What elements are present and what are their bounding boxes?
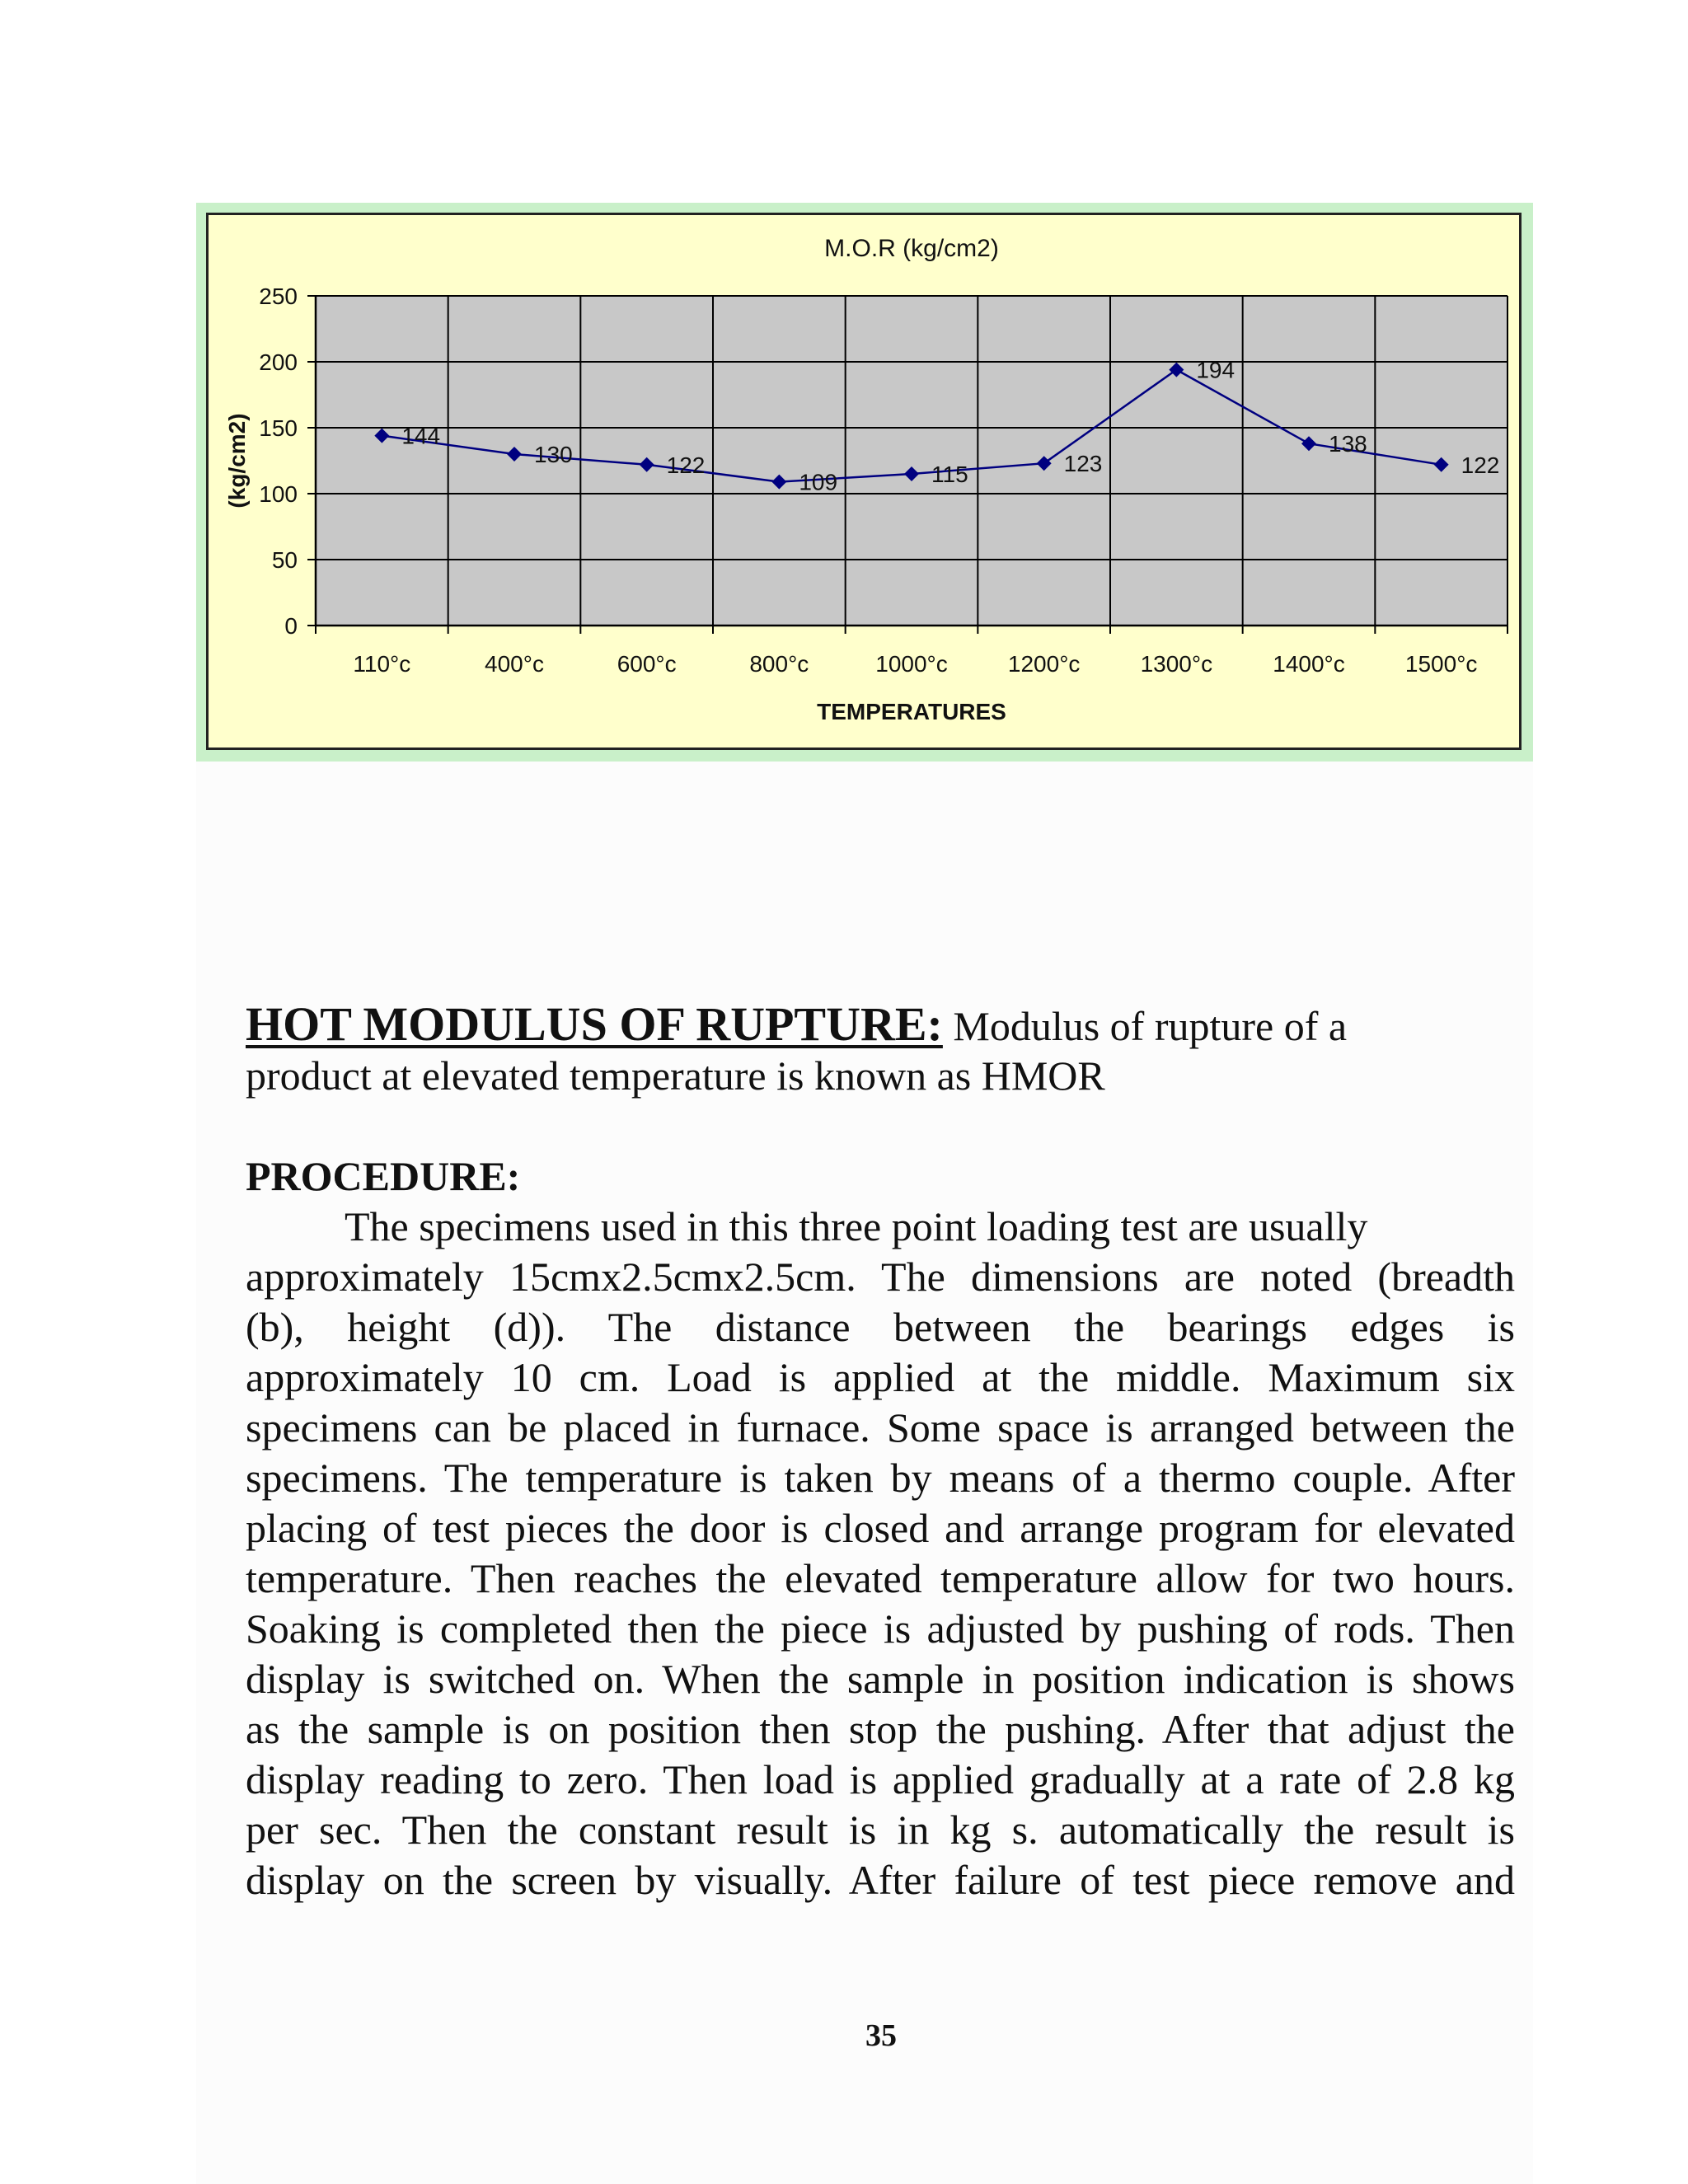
procedure-line: approximately 10 cm. Load is applied at the middle. Maximum six bbox=[246, 1354, 1515, 1400]
y-tick-label: 250 bbox=[259, 284, 298, 309]
procedure-text bbox=[246, 1202, 1515, 1905]
data-label: 138 bbox=[1329, 431, 1367, 457]
page-number: 35 bbox=[865, 2018, 897, 2053]
procedure-heading: PROCEDURE: bbox=[246, 1153, 521, 1199]
procedure-line: specimens can be placed in furnace. Some space is arranged between the bbox=[246, 1404, 1515, 1451]
data-label: 122 bbox=[1461, 452, 1500, 478]
x-tick-label: 1500°c bbox=[1404, 651, 1478, 677]
x-tick-label: 1200°c bbox=[1007, 651, 1081, 677]
x-tick-label: 600°c bbox=[617, 651, 677, 677]
mor-chart bbox=[206, 213, 1522, 750]
plot-area bbox=[316, 296, 1507, 626]
x-tick-label: 400°c bbox=[485, 651, 544, 677]
x-tick-label: 1300°c bbox=[1140, 651, 1213, 677]
hmor-definition-line: product at elevated temperature is known as HMOR bbox=[246, 1052, 1105, 1099]
procedure-line: (b), height (d)). The distance between the bearings edges is bbox=[246, 1304, 1515, 1350]
y-axis-label: (kg/cm2) bbox=[224, 413, 250, 509]
data-label: 130 bbox=[534, 442, 573, 467]
hmor-heading-title: HOT MODULUS OF RUPTURE: bbox=[246, 997, 943, 1051]
procedure-line: display reading to zero. Then load is applied gradually at a rate of 2.8 kg bbox=[246, 1756, 1515, 1802]
data-label: 115 bbox=[931, 462, 968, 487]
y-tick-label: 150 bbox=[259, 415, 298, 441]
x-tick-label: 1000°c bbox=[875, 651, 948, 677]
data-label: 123 bbox=[1063, 451, 1103, 477]
chart-title: M.O.R (kg/cm2) bbox=[824, 235, 999, 262]
procedure-line: display on the screen by visually. After failure of test piece remove and bbox=[246, 1857, 1515, 1903]
x-axis-label: TEMPERATURES bbox=[817, 699, 1006, 724]
chart-svg bbox=[209, 215, 1524, 752]
x-tick-label: 110°c bbox=[353, 651, 411, 677]
procedure-line: specimens. The temperature is taken by means of a thermo couple. After bbox=[246, 1455, 1515, 1501]
data-label: 109 bbox=[799, 469, 838, 495]
hmor-heading-rest: Modulus of rupture of a bbox=[953, 1003, 1348, 1049]
procedure-line: as the sample is on position then stop the pushing. After that adjust the bbox=[246, 1706, 1515, 1752]
hmor-heading-line bbox=[246, 999, 1531, 1052]
procedure-line: placing of test pieces the door is closed and arrange program for elevated bbox=[246, 1505, 1515, 1551]
data-label: 194 bbox=[1196, 357, 1236, 383]
procedure-line: temperature. Then reaches the elevated temperature allow for two hours. bbox=[246, 1555, 1515, 1601]
data-label: 122 bbox=[666, 452, 706, 478]
procedure-line: per sec. Then the constant result is in kg s. automatically the result is bbox=[246, 1807, 1515, 1853]
procedure-line: Soaking is completed then the piece is adjusted by pushing of rods. Then bbox=[246, 1605, 1515, 1652]
procedure-line: approximately 15cmx2.5cmx2.5cm. The dimensions are noted (breadth bbox=[246, 1254, 1515, 1300]
y-tick-label: 200 bbox=[259, 349, 298, 375]
y-tick-label: 50 bbox=[271, 547, 298, 573]
x-tick-label: 1400°c bbox=[1273, 651, 1345, 677]
procedure-line: The specimens used in this three point loading test are usually bbox=[345, 1203, 1368, 1249]
x-tick-label: 800°c bbox=[749, 651, 809, 677]
chart-frame bbox=[196, 203, 1533, 762]
procedure-line: display is switched on. When the sample in position indication is shows bbox=[246, 1656, 1515, 1702]
y-tick-label: 0 bbox=[284, 613, 298, 639]
y-tick-label: 100 bbox=[259, 481, 298, 507]
data-label: 144 bbox=[401, 423, 441, 449]
